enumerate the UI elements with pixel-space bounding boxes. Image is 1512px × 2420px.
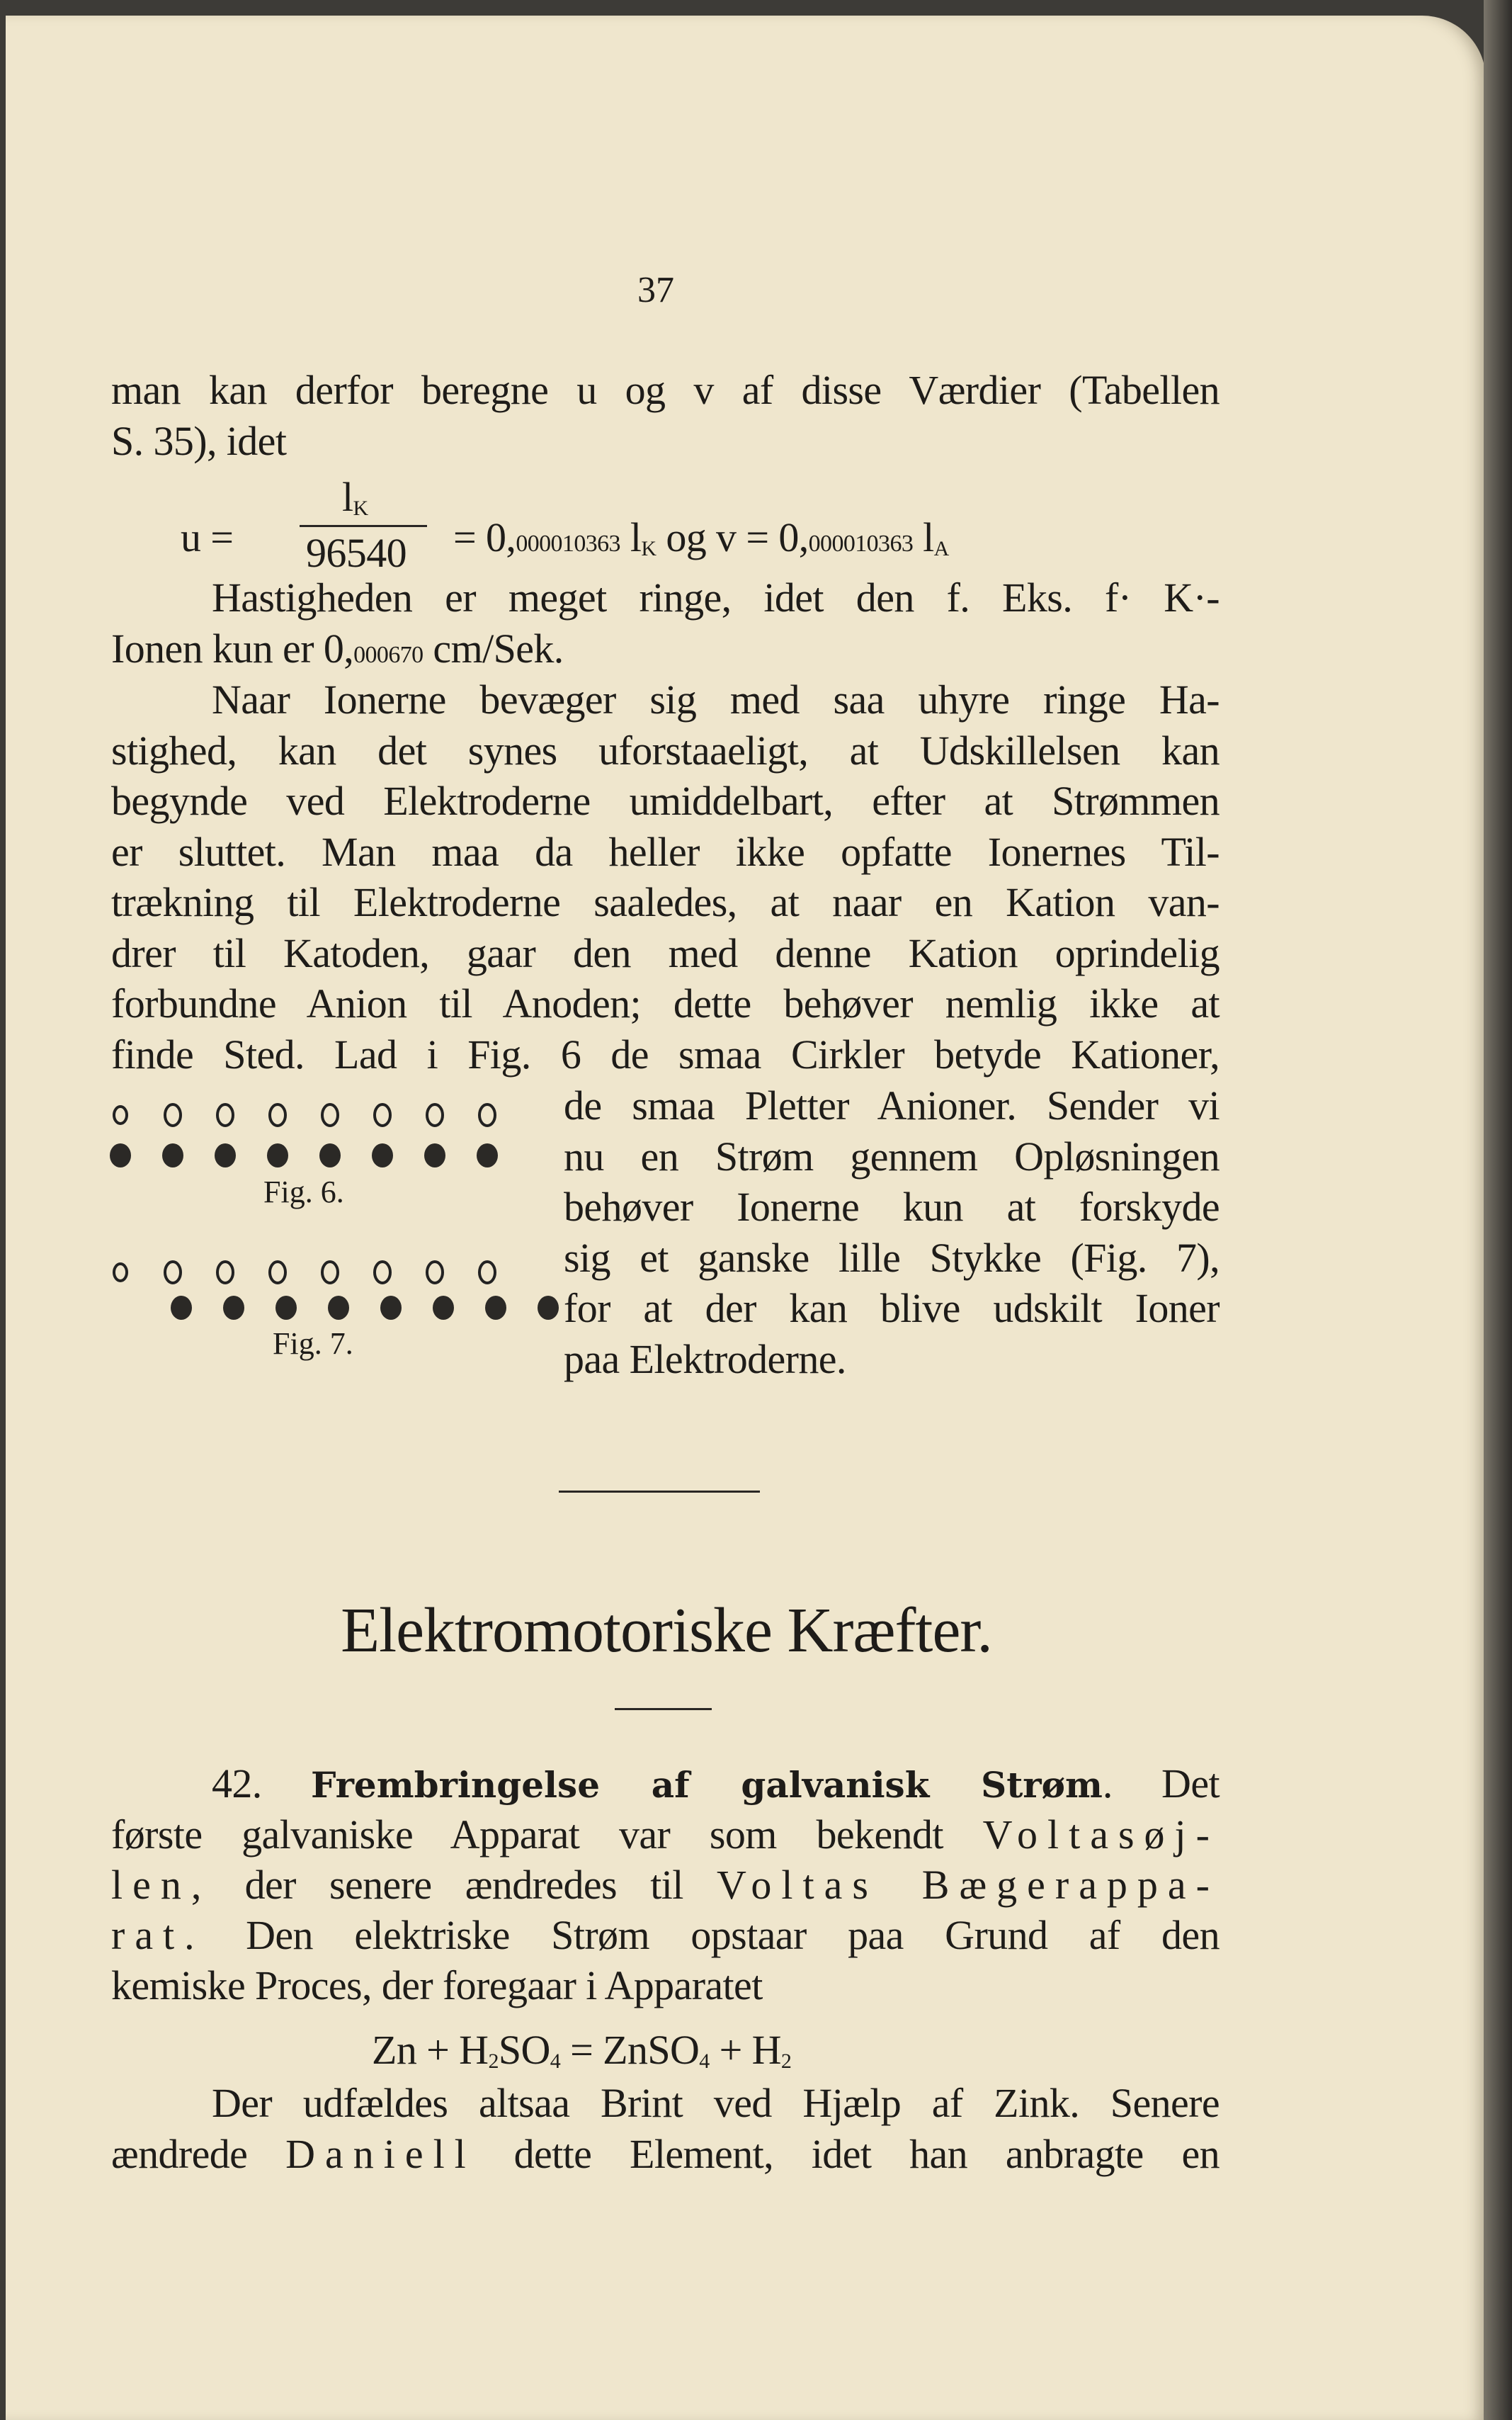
- formula-denominator: 96540: [306, 530, 407, 576]
- text-line: len, der senere ændredes til Voltas Bægerappa-: [111, 1862, 1220, 1908]
- anion-dot: [110, 1143, 131, 1167]
- text-line: forbundne Anion til Anoden; dette behøver nemlig ikke at: [111, 980, 1220, 1027]
- text-line: drer til Katoden, gaar den med denne Kation oprindelig: [111, 929, 1220, 976]
- anion-dot: [171, 1296, 192, 1320]
- text-line: for at der kan blive udskilt Ioner: [564, 1285, 1220, 1331]
- text-line: stighed, kan det synes uforstaaeligt, at Udskillelsen kan: [111, 727, 1220, 774]
- text-line: S. 35), idet: [111, 418, 287, 464]
- cation-circle: [427, 1262, 443, 1283]
- text-line: trækning til Elektroderne saaledes, at naar en Kation van-: [111, 879, 1220, 925]
- page-number: 37: [637, 270, 674, 310]
- separator-rule: [615, 1708, 712, 1710]
- cation-circle: [375, 1262, 390, 1283]
- formula-l: l: [923, 514, 934, 560]
- formula-eq: = 0,: [453, 514, 516, 560]
- formula-l: l: [630, 514, 642, 560]
- text-line: finde Sted. Lad i Fig. 6 de smaa Cirkler betyde Kationer,: [111, 1031, 1220, 1078]
- figure-7-caption: Fig. 7.: [273, 1326, 353, 1361]
- cation-circle: [270, 1104, 285, 1126]
- text-line: begynde ved Elektroderne umiddelbart, efter at Strømmen: [111, 778, 1220, 824]
- anion-dot: [372, 1143, 393, 1167]
- cation-circle: [322, 1262, 338, 1283]
- text-line: Hastigheden er meget ringe, idet den f. Eks. f· K·-: [212, 575, 1220, 621]
- cation-circle: [165, 1262, 181, 1283]
- cation-circle: [479, 1104, 495, 1126]
- anion-dot: [477, 1143, 498, 1167]
- text-line: ændrede Daniell dette Element, idet han anbragte en: [111, 2131, 1220, 2177]
- cation-circle: [217, 1104, 233, 1126]
- page-edge: [1484, 0, 1512, 2420]
- anion-dot: [275, 1296, 297, 1320]
- formula-coef: 000010363: [808, 531, 914, 557]
- text-line: de smaa Pletter Anioner. Sender vi: [564, 1082, 1220, 1129]
- text-line: man kan derfor beregne u og v af disse Værdier (Tabellen: [111, 367, 1220, 413]
- anion-dot: [215, 1143, 236, 1167]
- text-line: 42. Frembringelse af galvanisk Strøm. Det: [212, 1760, 1220, 1806]
- anion-dot: [223, 1296, 244, 1320]
- text-line: paa Elektroderne.: [564, 1335, 846, 1382]
- formula-og: og v = 0,: [666, 514, 809, 560]
- formula-sub: A: [933, 537, 949, 560]
- anion-dot: [267, 1143, 288, 1167]
- section-title: Frembringelse af galvanisk Strøm: [310, 1764, 1103, 1806]
- formula-lhs: u =: [181, 514, 234, 560]
- formula-sub: K: [353, 497, 368, 520]
- figure-6-caption: Fig. 6.: [263, 1175, 344, 1209]
- figure-7-ions: [99, 1247, 737, 1530]
- text-line: første galvaniske Apparat var som bekendt Voltasøj-: [111, 1811, 1220, 1858]
- anion-dot: [424, 1143, 445, 1167]
- section-heading: Elektromotoriske Kræfter.: [341, 1595, 992, 1666]
- text-line: nu en Strøm gennem Opløsningen: [564, 1133, 1220, 1180]
- text-line: sig et ganske lille Stykke (Fig. 7),: [564, 1234, 1220, 1281]
- cation-circle: [114, 1107, 127, 1124]
- cation-circle: [479, 1262, 495, 1283]
- text-line: kemiske Proces, der foregaar i Apparatet: [111, 1962, 763, 2008]
- cation-circle: [270, 1262, 285, 1283]
- formula-coef: 000010363: [516, 531, 620, 557]
- text-line: behøver Ionerne kun at forskyde: [564, 1184, 1220, 1230]
- anion-dot: [380, 1296, 402, 1320]
- cation-circle: [165, 1104, 181, 1126]
- anion-dot: [433, 1296, 454, 1320]
- cation-circle: [427, 1104, 443, 1126]
- chemical-equation: $Zn + H_2SO_4$ = ZnSO$_4$ + $H_2$: [372, 2027, 792, 2073]
- anion-dot: [319, 1143, 341, 1167]
- text-line: er sluttet. Man maa da heller ikke opfatte Ionernes Til-: [111, 828, 1220, 875]
- text-line: Ionen kun er 0,000670 cm/Sek.: [111, 626, 564, 672]
- anion-dot: [162, 1143, 183, 1167]
- formula-sub: K: [641, 537, 656, 560]
- formula-numerator: l: [342, 474, 353, 520]
- separator-rule: [559, 1491, 760, 1493]
- cation-circle: [217, 1262, 233, 1283]
- fraction-bar: [300, 525, 427, 527]
- cation-circle: [114, 1264, 127, 1281]
- cation-circle: [322, 1104, 338, 1126]
- text-line: Der udfældes altsaa Brint ved Hjælp af Zink. Senere: [212, 2080, 1220, 2126]
- anion-dot: [538, 1296, 559, 1320]
- anion-dot: [485, 1296, 506, 1320]
- anion-dot: [328, 1296, 349, 1320]
- text-line: Naar Ionerne bevæger sig med saa uhyre ringe Ha-: [212, 677, 1220, 723]
- cation-circle: [375, 1104, 390, 1126]
- text-line: rat. Den elektriske Strøm opstaar paa Grund af den: [111, 1912, 1220, 1958]
